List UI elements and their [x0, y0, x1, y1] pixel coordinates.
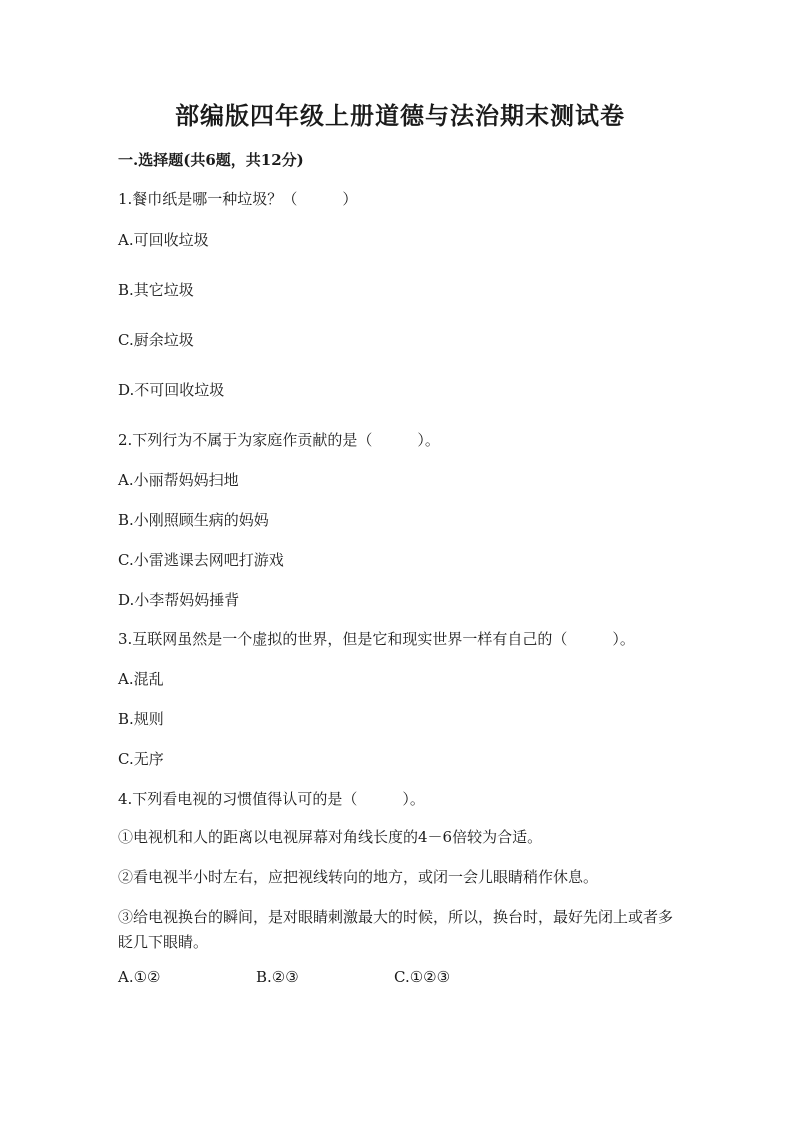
- question-3-stem: 3.互联网虽然是一个虚拟的世界，但是它和现实世界一样有自己的（ ）。: [118, 630, 635, 648]
- question-4-stem: 4.下列看电视的习惯值得认可的是（ ）。: [118, 790, 425, 808]
- question-4-option-c[interactable]: C.①②③: [394, 968, 451, 986]
- question-3-option-c[interactable]: C.无序: [118, 750, 164, 768]
- section-heading: 一.选择题(共6题，共12分): [118, 151, 304, 169]
- page-title: 部编版四年级上册道德与法治期末测试卷: [175, 101, 625, 130]
- question-4-statement-1: ①电视机和人的距离以电视屏幕对角线长度的4－6倍较为合适。: [118, 828, 543, 846]
- question-2-option-c[interactable]: C.小雷逃课去网吧打游戏: [118, 551, 284, 569]
- question-4-option-a[interactable]: A.①②: [118, 968, 161, 986]
- question-1-stem: 1.餐巾纸是哪一种垃圾？（ ）: [118, 190, 358, 208]
- question-3-option-b[interactable]: B.规则: [118, 710, 164, 728]
- question-3-option-a[interactable]: A.混乱: [118, 670, 164, 688]
- question-2-stem: 2.下列行为不属于为家庭作贡献的是（ ）。: [118, 431, 440, 449]
- question-1-option-a[interactable]: A.可回收垃圾: [118, 231, 209, 249]
- question-4-option-b[interactable]: B.②③: [256, 968, 299, 986]
- question-4-statement-3: ③给电视换台的瞬间，是对眼睛刺激最大的时候，所以，换台时，最好先闭上或者多眨几下眼睛。: [118, 908, 674, 951]
- question-4-options: [118, 968, 450, 986]
- question-1-option-d[interactable]: D.不可回收垃圾: [118, 381, 225, 399]
- question-1-option-c[interactable]: C.厨余垃圾: [118, 331, 194, 349]
- question-2-option-b[interactable]: B.小刚照顾生病的妈妈: [118, 511, 269, 529]
- question-2-option-a[interactable]: A.小丽帮妈妈扫地: [118, 471, 239, 489]
- question-1-option-b[interactable]: B.其它垃圾: [118, 281, 194, 299]
- question-2-option-d[interactable]: D.小李帮妈妈捶背: [118, 591, 240, 609]
- question-4-statement-2: ②看电视半小时左右，应把视线转向的地方，或闭一会儿眼睛稍作休息。: [118, 868, 599, 886]
